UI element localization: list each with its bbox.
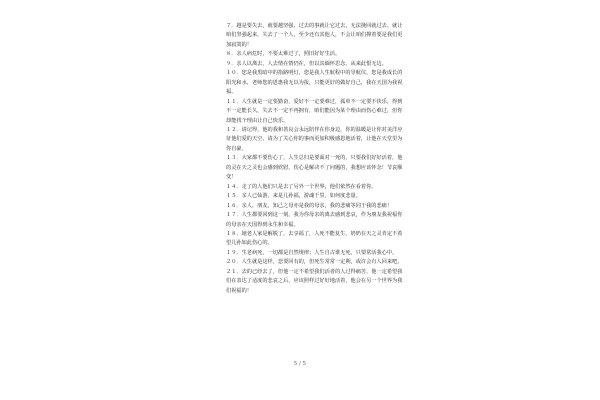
paragraph-14: １４．走了的人他们只是去了另外一个世界，他们依然在看着你。 xyxy=(226,183,377,190)
page-number: 5 / 5 xyxy=(293,361,307,367)
paragraph-21: ２１．去的已经去了，但他一定不希望我们活者的人过得痛苦，他一定希望我们在表达了适度的悲哀之后，应该照样过好好地活着，他会在另一个世界为我们祝福的！ xyxy=(226,268,403,294)
paragraph-18: １８．她老人家是解脱了，去享福了，人死不能复生，奶奶在天之灵肯定不希望儿孙如此伤心的。 xyxy=(226,230,403,247)
paragraph-12: １２．请记得，他的我和善良会永远陪伴在你身边，你的温暖是让你对美洋应征他们爱的天空，请为了关心你的事而更加积极感恩地活着，让他在天堂里为你自豪。 xyxy=(226,126,403,152)
paragraph-7: ７．越是要失去，就要越坚强，过去的事就让它过去，无法挽回就过去。就让咱们坚强起来，失去了一个人，至少还有其他人，不会让咱们撑着要是我们更加寂寞的！ xyxy=(226,23,403,48)
paragraph-10: １０．您是我黑暗中的指路明灯，您是我人生航程中的导航仪，您是我成长的阳光和水，老师您的恩惠我无以为报，只能更好的做好自己，我在天国为我祝福。 xyxy=(226,70,403,96)
document-body xyxy=(226,22,404,296)
paragraph-13: １３．大家都不要伤心了，人生总归是要面对一死的，只要我们好好活着，他的灵在天之灵也会感到欣慰，伤心是解决不了问题的，我想应该怀念！节哀顺变！ xyxy=(226,155,403,181)
paragraph-20: ２０．人生就是这样，悲要回有的，但死生常常一定期，或许会有人回来吧。 xyxy=(226,259,403,266)
paragraph-9: ９．亲人以离去，人去情在情仍在，但以其缅怀思念。从来此恨无边。 xyxy=(226,60,387,67)
paragraph-19: １９．生老病死，一切都是自然规律；人生自古谁无死，只要常活我心中。 xyxy=(226,249,398,256)
paragraph-11: １１．人生就是一定要勤奋，爱好不一定要难过，孤单不一定要不快乐，得到不一定能长久，失去不一定不再拥有，咱们能因为某个理由而伤心难过，但你却能找个理由让自己快乐。 xyxy=(226,98,403,124)
paragraph-16: １６．亲人，朋友，知己之母亦是我的母亲，我的悲痛等同于我的悲痛！ xyxy=(226,202,393,209)
paragraph-8: ８．亲人病危时，不要太难过了，照旧好好生活。 xyxy=(226,51,341,58)
paragraph-17: １７．人生都要回到这一刻，我为你母亲的离去感到悲哀，作为朋友我祝福你的母亲在天国得到永生和幸福。 xyxy=(226,212,403,228)
paragraph-15: １５．亲人已仙游，来是儿孙福，游魂千里，如何度悲量。 xyxy=(226,193,361,200)
